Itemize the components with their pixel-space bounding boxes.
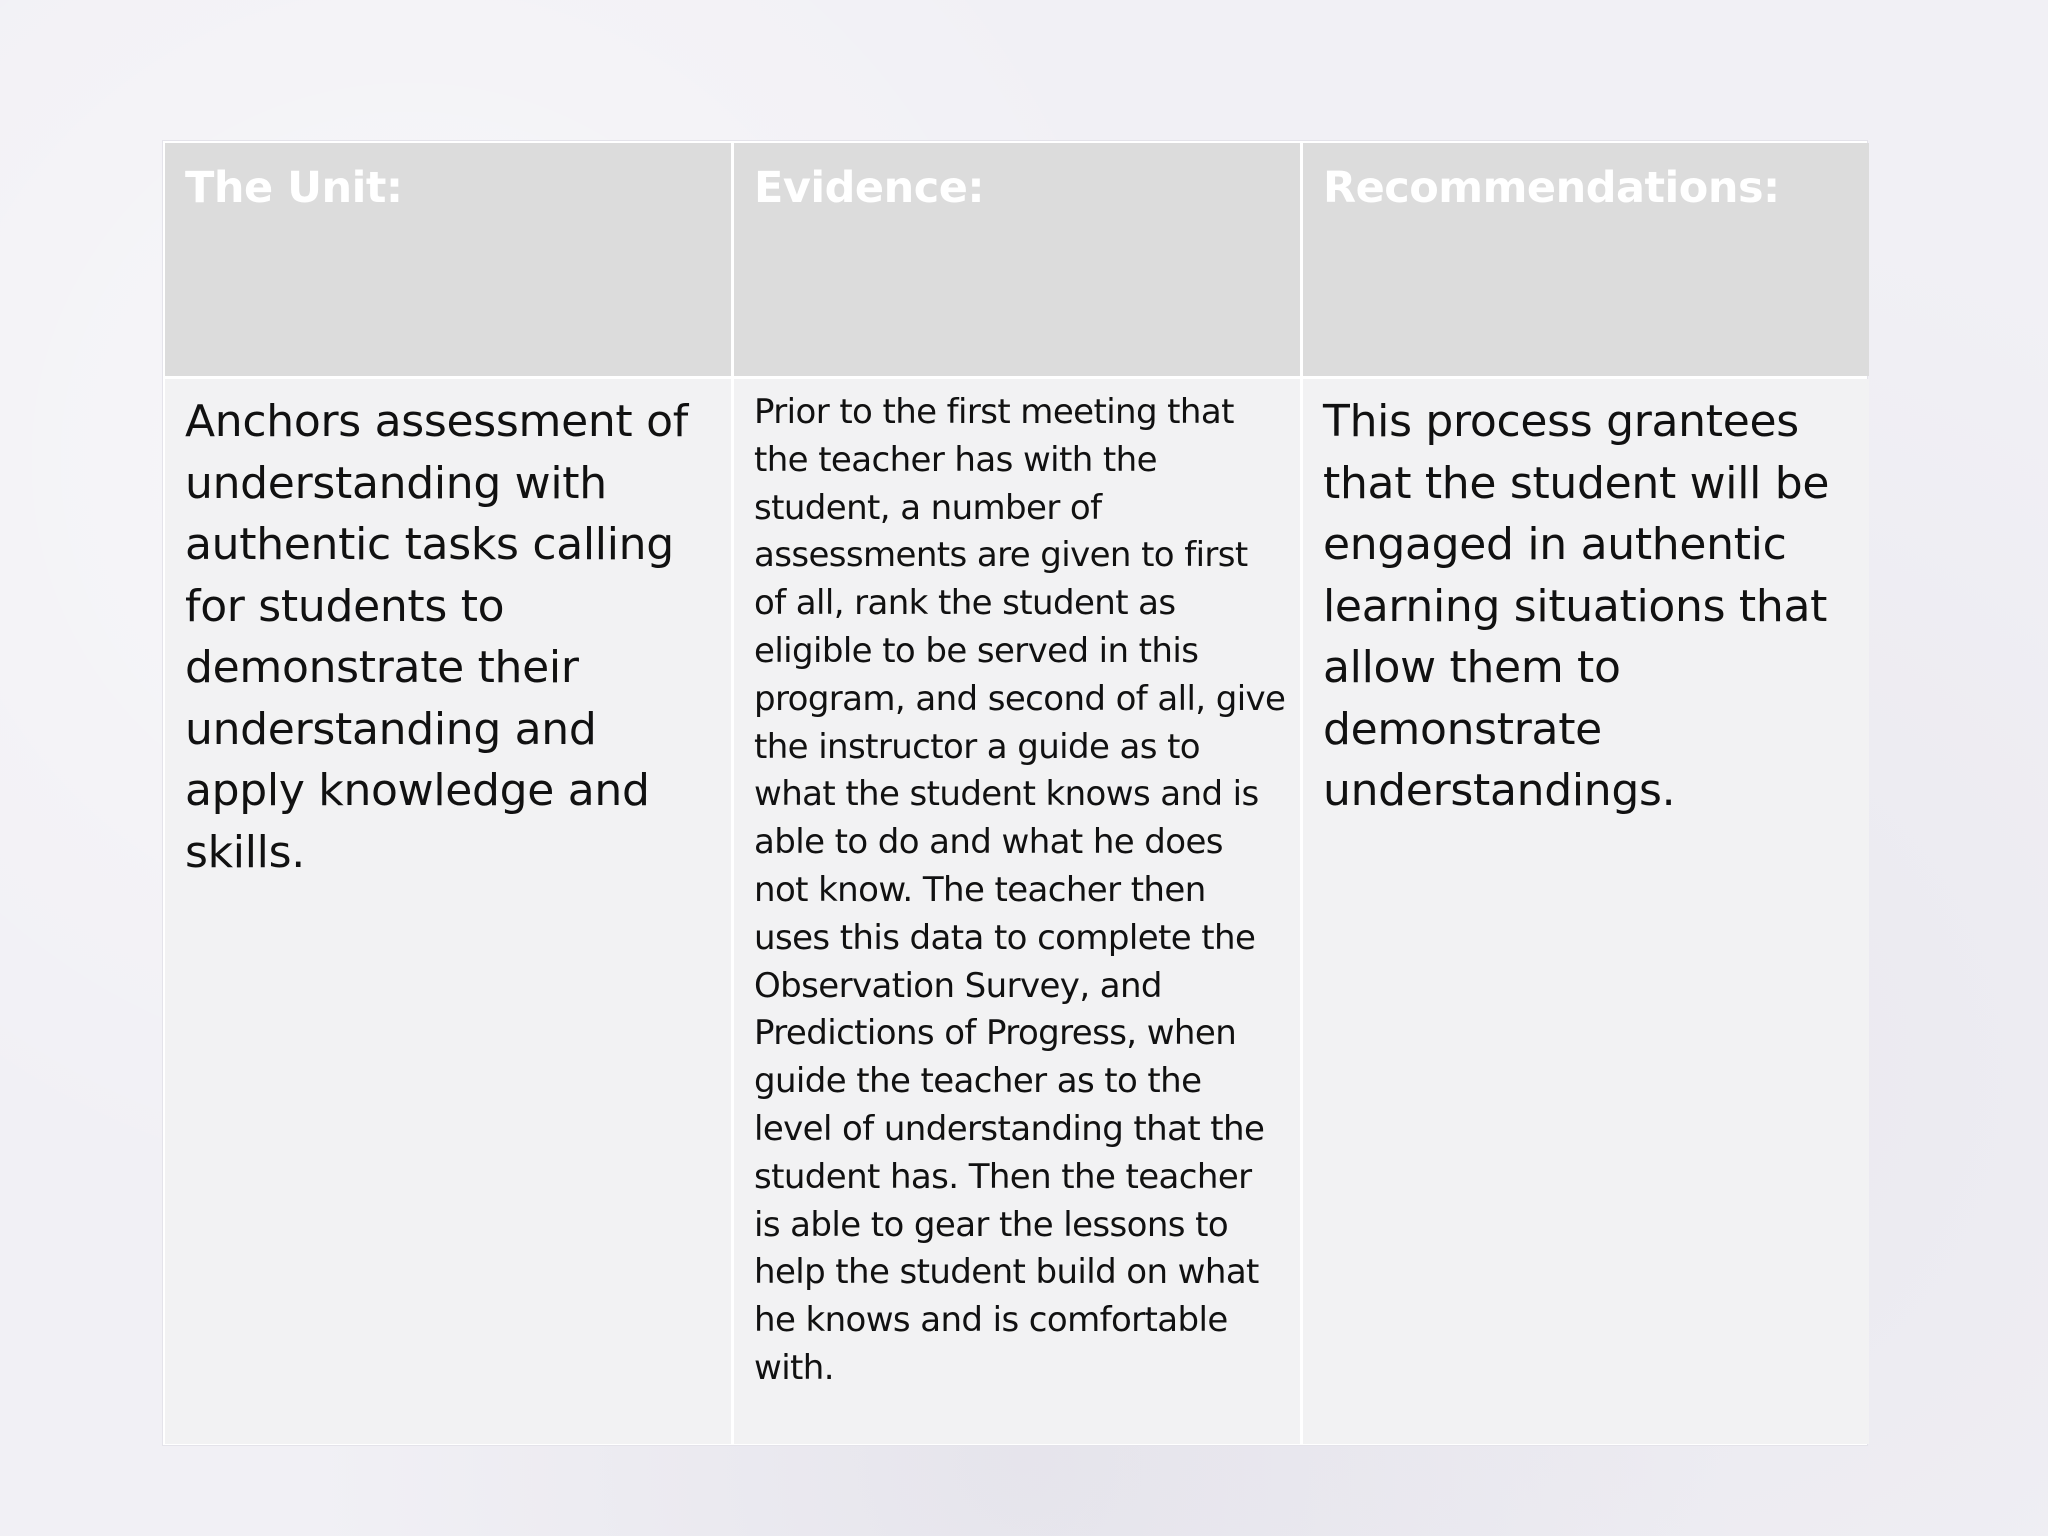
body-cell-evidence	[734, 379, 1300, 1444]
header-recommendations-label: Recommendations:	[1323, 163, 1780, 213]
evidence-text: Prior to the first meeting that the teacher has with the student, a number of assessments are given to first of all, rank the student as eligible to be served in this program, and second of all, give the instructor a guide as to what the student knows and is able to do and what he does not know. The teacher then uses this data to complete the Observation Survey, and Predictions of Progress, when guide the teacher as to the level of understanding that the student has. Then the teacher is able to gear the lessons to help the student build on what he knows and is comfortable with.	[754, 392, 1286, 1388]
recommendations-text: This process grantees that the student will be engaged in authentic learning situations that allow them to demonstrate understandings.	[1323, 396, 1830, 816]
body-cell-recommendations	[1303, 379, 1869, 1444]
header-cell-recommendations	[1303, 143, 1869, 376]
header-evidence-label: Evidence:	[754, 163, 985, 213]
assessment-table	[163, 141, 1867, 1445]
header-unit-label: The Unit:	[185, 163, 403, 213]
header-cell-evidence	[734, 143, 1300, 376]
header-cell-unit	[165, 143, 731, 376]
unit-text: Anchors assessment of understanding with authentic tasks calling for students to demonstrate their understanding and apply knowledge and skills.	[185, 396, 688, 878]
body-cell-unit	[165, 379, 731, 1444]
